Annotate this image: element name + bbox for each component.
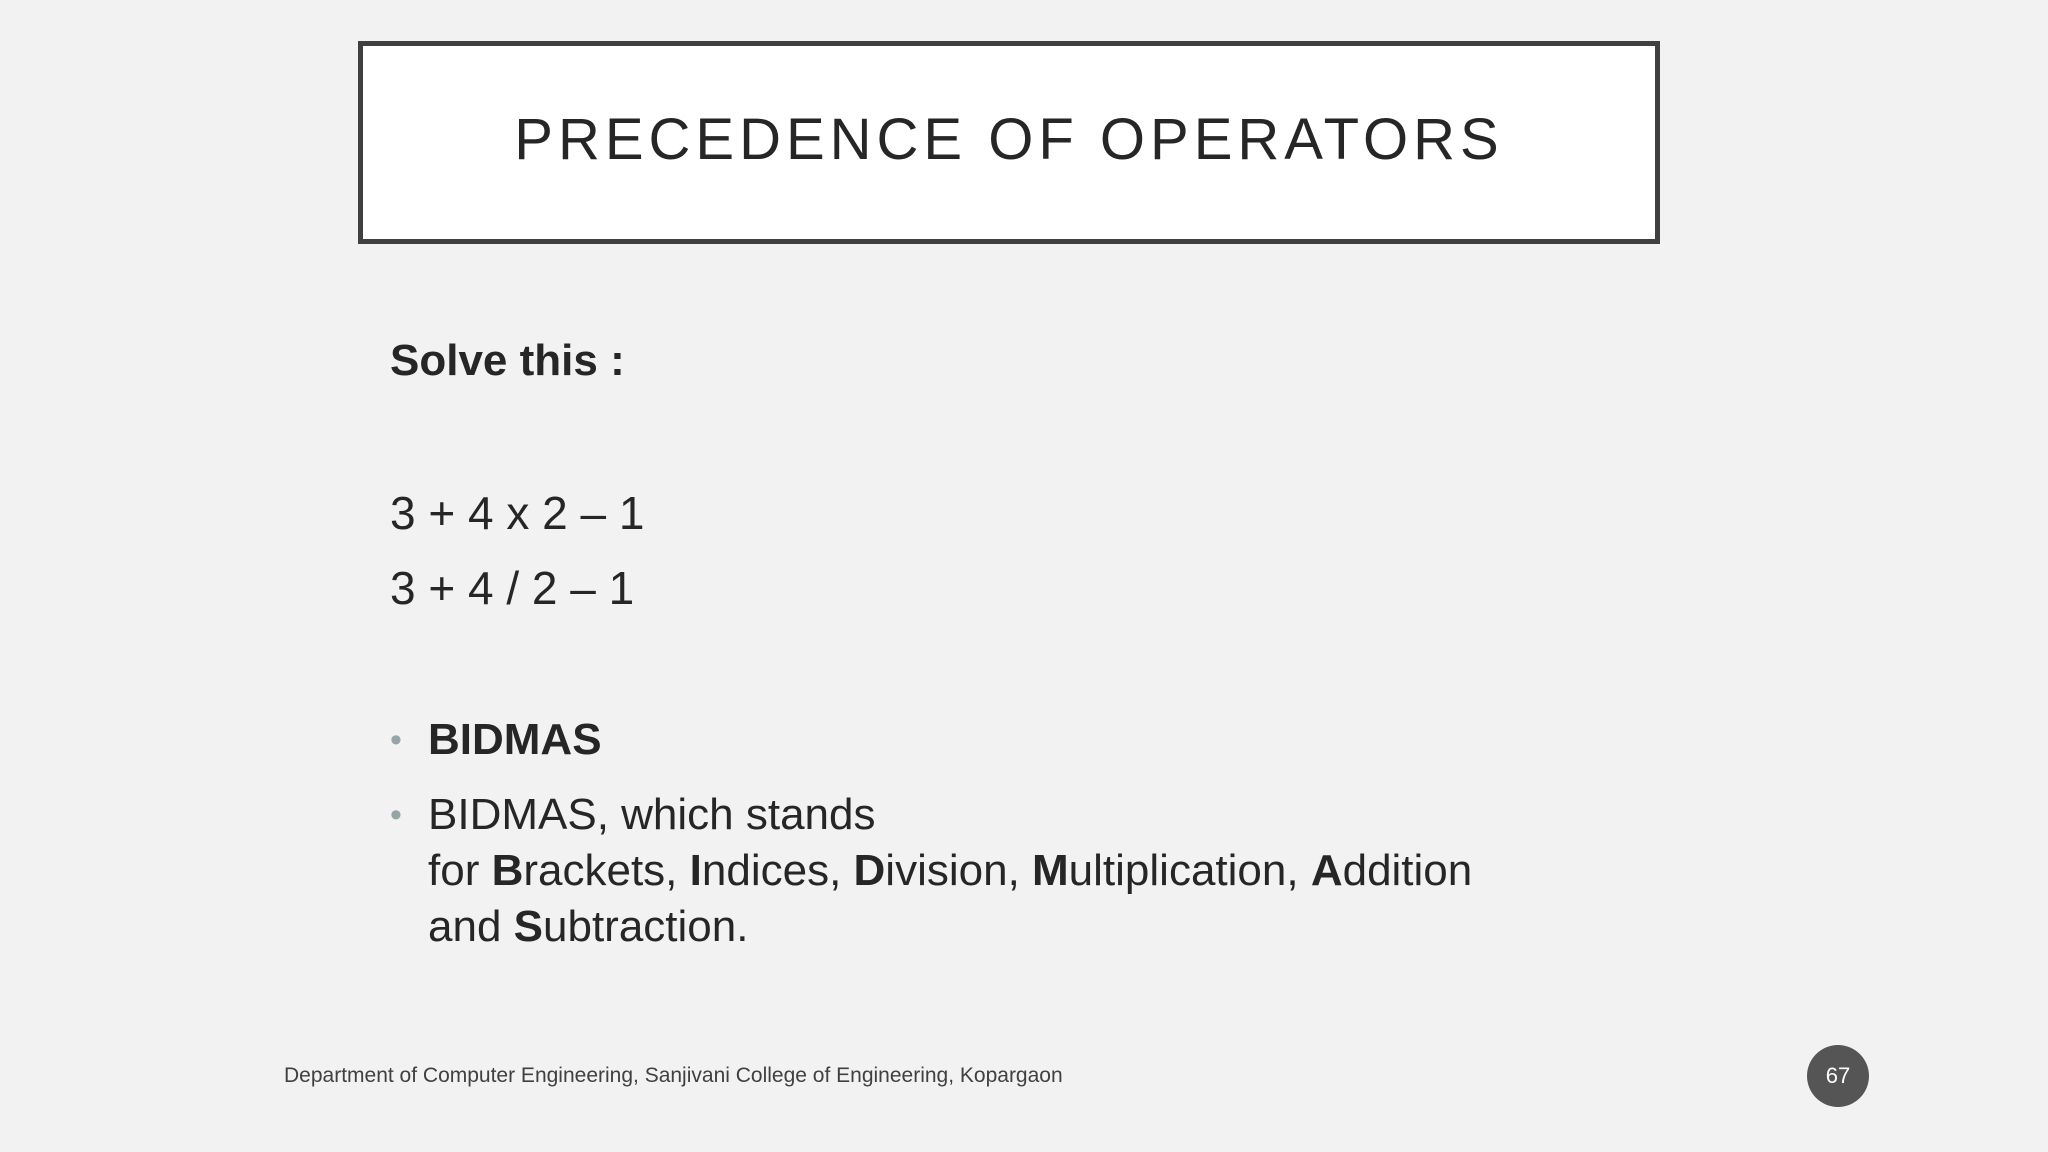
- rest-m: ultiplication,: [1068, 846, 1311, 895]
- expression-1: 3 + 4 x 2 – 1: [390, 487, 645, 539]
- rest-b: rackets,: [523, 846, 690, 895]
- solve-prompt: Solve this :: [390, 336, 625, 385]
- footer-text: Department of Computer Engineering, Sanjivani College of Engineering, Kopargaon: [284, 1064, 1063, 1087]
- initial-i: I: [689, 846, 702, 895]
- bullet-dot-icon: •: [390, 796, 402, 834]
- initial-b: B: [491, 846, 524, 895]
- definition-line-2: [428, 843, 1590, 899]
- page-number-badge: [1807, 1045, 1869, 1107]
- page-number: 67: [1825, 1063, 1851, 1088]
- rest-d: ivision,: [885, 846, 1033, 895]
- title-box: [358, 41, 1660, 244]
- expression-2: 3 + 4 / 2 – 1: [390, 562, 635, 614]
- and-text: and: [428, 902, 514, 951]
- bullet-text: BIDMAS: [428, 715, 602, 764]
- bullet-item-bidmas: [390, 712, 1590, 768]
- rest-s: ubtraction.: [543, 902, 749, 951]
- bullet-dot-icon: •: [390, 721, 402, 759]
- initial-m: M: [1032, 846, 1069, 895]
- initial-s: S: [513, 902, 543, 951]
- initial-a: A: [1310, 846, 1343, 895]
- slide-title: PRECEDENCE OF OPERATORS: [514, 107, 1504, 172]
- rest-i: ndices,: [701, 846, 854, 895]
- definition-line-1: BIDMAS, which stands: [428, 790, 876, 839]
- initial-d: D: [853, 846, 886, 895]
- bullet-item-definition: [390, 787, 1590, 955]
- rest-a: ddition: [1342, 846, 1473, 895]
- bullet-list: [390, 712, 1590, 955]
- definition-line-3: [428, 899, 1590, 955]
- for-text: for: [428, 846, 492, 895]
